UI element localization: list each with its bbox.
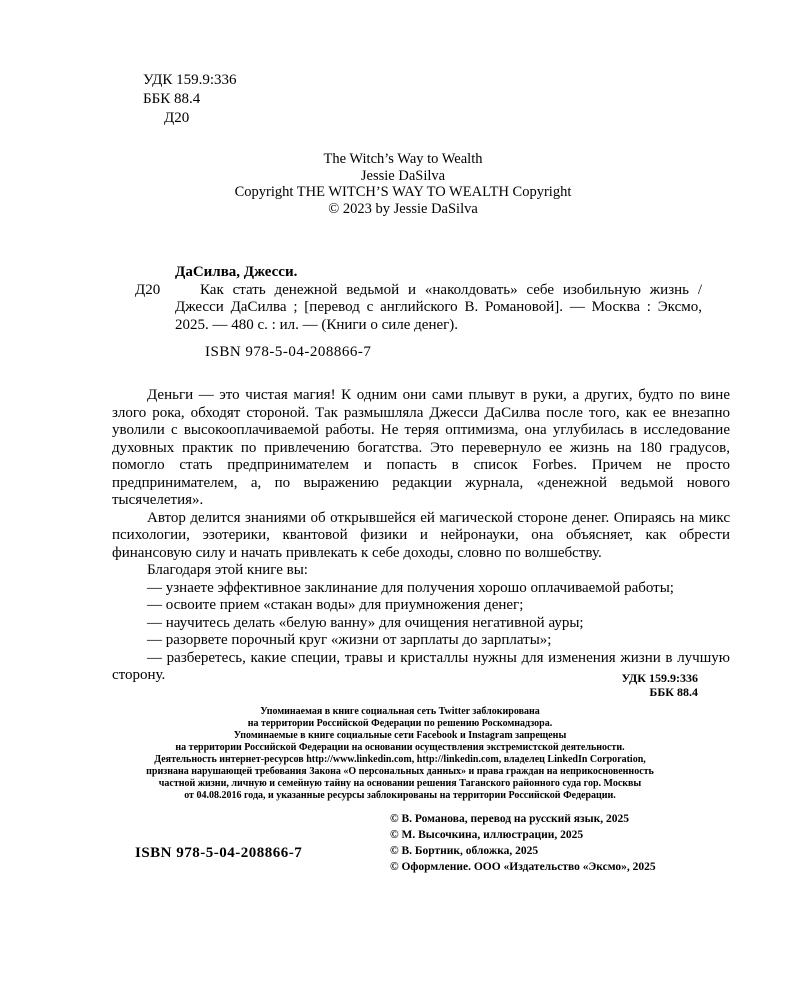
copyright-year-line: © 2023 by Jessie DaSilva bbox=[328, 200, 478, 217]
annotation-list-item: — разберетесь, какие специи, травы и кристаллы нужны для изменения жизни в лучшую сторону. bbox=[112, 649, 730, 683]
annotation-paragraph: Деньги — это чистая магия! К одним они сами плывут в руки, а других, будто по вине злого рока, обходят стороной. Так размышляла Джесси ДаСилва после того, как ее внезапно уволили с высокооплачиваемой работы. Не теряя оптимизма, она углубилась в исследование духовных практик по привлечению богатства. Это перевернуло ее жизнь на 180 градусов, помогло стать предпринимателем и попасть в список Forbes. Причем не просто предпринимателем, а, по выражению редакции журнала, «денежной ведьмой нового тысячелетия». bbox=[112, 387, 730, 508]
legal-line: Упоминаемая в книге социальная сеть Twitter заблокирована bbox=[260, 706, 540, 717]
annotation-list-item: — научитесь делать «белую ванну» для очищения негативной ауры; bbox=[147, 614, 584, 631]
annotation-block bbox=[112, 387, 730, 685]
annotation-list-item: — разорвете порочный круг «жизни от зарплаты до зарплаты»; bbox=[147, 632, 552, 648]
legal-notice-block bbox=[0, 706, 800, 802]
udk-number: УДК 159.9:336 bbox=[143, 72, 237, 88]
credit-line: © В. Романова, перевод на русский язык, 2025 bbox=[390, 813, 629, 825]
annotation-paragraph: Автор делится знаниями об открывшейся ей магической стороне денег. Опираясь на микс психологии, эзотерики, квантовой физики и нейронауки, она объясняет, как обрести финансовую силу и начать привлекать к себе доходы, словно по волшебству. bbox=[112, 509, 730, 561]
original-title: The Witch’s Way to Wealth bbox=[323, 151, 483, 167]
original-author: Jessie DaSilva bbox=[360, 167, 446, 184]
original-title-block bbox=[53, 151, 753, 217]
copyright-title-line: Copyright THE WITCH’S WAY TO WEALTH Copyright bbox=[234, 184, 572, 200]
copyright-credits-block bbox=[390, 811, 656, 875]
legal-line: от 04.08.2016 года, и указанные ресурсы заблокированы на территории Российской Федерации. bbox=[184, 790, 616, 801]
annotation-list-item: — освоите прием «стакан воды» для приумножения денег; bbox=[147, 597, 524, 613]
bbk-number-right: ББК 88.4 bbox=[649, 685, 698, 699]
bib-entry-wrap bbox=[135, 281, 702, 335]
bbk-number: ББК 88.4 bbox=[143, 91, 201, 107]
udk-bbk-block bbox=[143, 71, 237, 128]
legal-line: признана нарушающей требования Закона «О персональных данных» и права граждан на неприкосновенность bbox=[146, 766, 654, 777]
legal-line: Упоминаемые в книге социальные сети Facebook и Instagram запрещены bbox=[233, 730, 567, 741]
bib-author-sign: Д20 bbox=[135, 281, 161, 298]
credit-line: © Оформление. ООО «Издательство «Эксмо», 2025 bbox=[390, 861, 656, 873]
annotation-paragraph: Благодаря этой книге вы: bbox=[147, 562, 308, 578]
annotation-list-item: — узнаете эффективное заклинание для получения хорошо оплачиваемой работы; bbox=[147, 579, 674, 596]
udk-bbk-right-block bbox=[621, 671, 698, 699]
bib-author: ДаСилва, Джесси. bbox=[175, 264, 298, 280]
legal-line: Деятельность интернет-ресурсов http://www.linkedin.com, http://linkedin.com, владелец LinkedIn Corporation, bbox=[154, 754, 646, 765]
legal-line: на территории Российской Федерации на основании осуществления экстремистской деятельности. bbox=[175, 742, 625, 753]
udk-number-right: УДК 159.9:336 bbox=[621, 671, 698, 685]
bibliographic-record bbox=[135, 264, 702, 362]
isbn-bottom: ISBN 978-5-04-208866-7 bbox=[135, 845, 303, 861]
legal-line: на территории Российской Федерации по решению Роскомнадзора. bbox=[247, 718, 553, 729]
bib-entry: Как стать денежной ведьмой и «наколдовать» себе изобильную жизнь / Джесси ДаСилва ; [перевод с английского В. Романовой]. — Москва : Эксмо, 2025. — 480 с. : ил. — (Книги о силе денег). bbox=[175, 281, 702, 333]
credit-line: © М. Высочкина, иллюстрации, 2025 bbox=[390, 829, 584, 841]
author-sign-code: Д20 bbox=[164, 110, 190, 126]
credit-line: © В. Бортник, обложка, 2025 bbox=[390, 845, 539, 857]
isbn-main: ISBN 978-5-04-208866-7 bbox=[205, 344, 372, 360]
legal-line: частной жизни, личную и семейную тайну на основании решения Таганского районного суда гор. Москвы bbox=[158, 778, 642, 789]
